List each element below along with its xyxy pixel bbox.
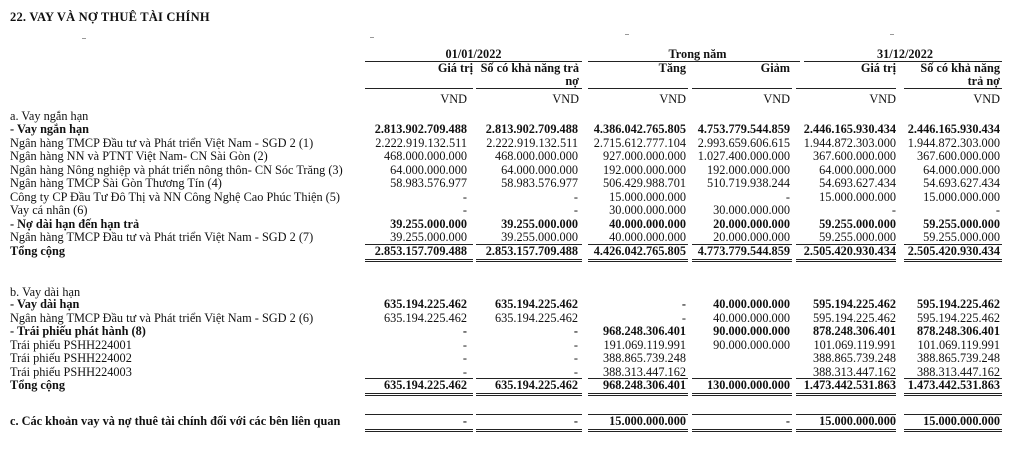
section-title: a. Vay ngắn hạn (10, 109, 89, 123)
value-cell: - (785, 414, 790, 428)
value-cell: 388.865.739.248 (812, 351, 896, 365)
value-cell: 191.069.119.991 (603, 337, 686, 352)
total-rule (796, 414, 896, 415)
value-cell: 40.000.000.000 (609, 216, 686, 231)
header-group-opening: 01/01/2022 (445, 47, 502, 61)
total-rule (796, 259, 896, 260)
value-cell: 39.255.000.000 (501, 230, 578, 244)
total-rule (796, 393, 896, 394)
row-label: Vay cá nhân (6) (10, 203, 88, 217)
value-cell: 1.944.872.303.000 (803, 135, 896, 150)
value-cell: - (573, 203, 578, 217)
total-rule (588, 395, 688, 396)
value-cell: 510.719.938.244 (706, 176, 790, 190)
value-cell: - (462, 189, 467, 204)
value-cell: 635.194.225.462 (383, 378, 467, 392)
value-cell: 15.000.000.000 (819, 189, 896, 204)
value-cell: 59.255.000.000 (923, 216, 1000, 231)
value-cell: - (681, 310, 686, 325)
value-cell: 192.000.000.000 (706, 162, 790, 177)
unit-label: VND (659, 92, 686, 106)
total-rule (476, 431, 582, 432)
row-label: Trái phiếu PSHH224002 (10, 351, 132, 365)
value-cell: 635.194.225.462 (383, 310, 467, 325)
total-rule (692, 244, 792, 245)
value-cell: 15.000.000.000 (609, 189, 686, 204)
total-rule (904, 395, 1002, 396)
total-rule (588, 261, 688, 262)
total-rule (476, 378, 582, 379)
value-cell: 388.313.447.162 (812, 364, 896, 379)
value-cell: 468.000.000.000 (383, 149, 467, 163)
value-cell: - (573, 189, 578, 204)
total-rule (692, 414, 792, 415)
value-cell: 367.600.000.000 (916, 149, 1000, 163)
total-rule (904, 378, 1002, 379)
col-header-opening-payable: Số có khả năng trả nợ (480, 61, 579, 88)
row-label: Trái phiếu PSHH224001 (10, 337, 132, 352)
total-rule (692, 429, 792, 430)
total-rule (692, 431, 792, 432)
total-rule (588, 414, 688, 415)
value-cell: - (462, 337, 467, 352)
value-cell: 4.426.042.765.805 (593, 243, 686, 258)
value-cell: 54.693.627.434 (923, 176, 1000, 190)
total-rule (476, 429, 582, 430)
col-header-closing-value: Giá trị (860, 61, 896, 75)
value-cell: 878.248.306.401 (812, 324, 896, 338)
total-rule (796, 431, 896, 432)
row-label: Ngân hàng NN và PTNT Việt Nam- CN Sài Gòn (2) (10, 149, 268, 163)
value-cell: 635.194.225.462 (383, 297, 467, 311)
total-rule (476, 259, 582, 260)
value-cell: 4.386.042.765.805 (593, 122, 686, 136)
value-cell: 1.473.442.531.863 (907, 378, 1000, 392)
value-cell: 101.069.119.991 (813, 337, 896, 352)
value-cell: 2.853.157.709.488 (374, 243, 467, 258)
total-rule (365, 429, 473, 430)
value-cell: 58.983.576.977 (390, 176, 467, 190)
value-cell: 64.000.000.000 (819, 162, 896, 177)
section-title: b. Vay dài hạn (10, 285, 81, 299)
col-rule (692, 88, 792, 89)
value-cell: 2.446.165.930.434 (803, 122, 896, 136)
header-group-during-year: Trong năm (668, 47, 727, 61)
unit-label: VND (763, 92, 790, 106)
value-cell: 878.248.306.401 (916, 324, 1000, 338)
total-rule (365, 393, 473, 394)
value-cell: 595.194.225.462 (916, 297, 1000, 311)
value-cell: - (462, 324, 467, 338)
total-rule (904, 431, 1002, 432)
col-rule (476, 88, 582, 89)
total-rule (476, 393, 582, 394)
value-cell: 15.000.000.000 (609, 414, 686, 428)
value-cell: 635.194.225.462 (494, 310, 578, 325)
value-cell: - (681, 297, 686, 311)
unit-label: VND (552, 92, 579, 106)
value-cell: 130.000.000.000 (706, 378, 790, 392)
header-group-closing: 31/12/2022 (876, 47, 934, 61)
total-row-label: Tổng cộng (10, 378, 66, 392)
total-rule (588, 378, 688, 379)
row-label: Ngân hàng TMCP Sài Gòn Thương Tín (4) (10, 176, 222, 190)
value-cell: - (462, 364, 467, 379)
value-cell: - (573, 337, 578, 352)
row-label: Ngân hàng TMCP Đầu tư và Phát triển Việt Nam - SGD 2 (7) (10, 230, 314, 244)
total-rule (904, 414, 1002, 415)
value-cell: 59.255.000.000 (923, 230, 1000, 244)
total-rule (365, 261, 473, 262)
value-cell: 40.000.000.000 (713, 310, 790, 325)
total-rule (692, 393, 792, 394)
total-rule (588, 431, 688, 432)
value-cell: 468.000.000.000 (494, 149, 578, 163)
total-rule (365, 244, 473, 245)
col-rule (365, 88, 473, 89)
row-label: - Trái phiếu phát hành (8) (10, 324, 146, 338)
value-cell: 506.429.988.701 (602, 176, 686, 190)
row-label: Ngân hàng TMCP Đầu tư và Phát triển Việt Nam - SGD 2 (1) (10, 135, 314, 150)
value-cell: 388.865.739.248 (916, 351, 1000, 365)
value-cell: - (462, 203, 467, 217)
value-cell: 39.255.000.000 (390, 230, 467, 244)
value-cell: 20.000.000.000 (713, 230, 790, 244)
value-cell: 59.255.000.000 (819, 216, 896, 231)
value-cell: 595.194.225.462 (916, 310, 1000, 325)
value-cell: 2.222.919.132.511 (486, 135, 578, 150)
value-cell: 4.753.779.544.859 (697, 122, 790, 136)
total-rule (692, 395, 792, 396)
total-rule (796, 395, 896, 396)
value-cell: 64.000.000.000 (390, 162, 467, 177)
value-cell: 59.255.000.000 (819, 230, 896, 244)
value-cell: 30.000.000.000 (609, 203, 686, 217)
total-rule (796, 261, 896, 262)
total-rule (476, 261, 582, 262)
value-cell: 20.000.000.000 (713, 216, 790, 231)
value-cell: 15.000.000.000 (819, 414, 896, 428)
total-rule (692, 378, 792, 379)
value-cell: 1.027.400.000.000 (697, 149, 790, 163)
value-cell: 1.944.872.303.000 (907, 135, 1000, 150)
total-rule (588, 244, 688, 245)
value-cell: - (995, 203, 1000, 217)
value-cell: 40.000.000.000 (609, 230, 686, 244)
total-rule (588, 393, 688, 394)
unit-label: VND (440, 92, 467, 106)
value-cell: 101.069.119.991 (917, 337, 1000, 352)
value-cell: 2.853.157.709.488 (485, 243, 578, 258)
value-cell: 90.000.000.000 (713, 324, 790, 338)
value-cell: 2.813.902.709.488 (374, 122, 467, 136)
value-cell: - (785, 189, 790, 204)
value-cell: 2.715.612.777.104 (593, 135, 686, 150)
value-cell: 927.000.000.000 (602, 149, 686, 163)
col-rule (796, 88, 896, 89)
value-cell: 388.313.447.162 (916, 364, 1000, 379)
total-rule (365, 259, 473, 260)
value-cell: 595.194.225.462 (812, 310, 896, 325)
row-label: - Vay dài hạn (10, 297, 80, 311)
total-rule (365, 378, 473, 379)
row-label: Trái phiếu PSHH224003 (10, 364, 132, 379)
scan-speck (82, 38, 86, 39)
value-cell: - (891, 203, 896, 217)
value-cell: 39.255.000.000 (501, 216, 578, 231)
unit-label: VND (973, 92, 1000, 106)
value-cell: 635.194.225.462 (494, 378, 578, 392)
total-rule (796, 378, 896, 379)
scan-speck (890, 34, 894, 35)
row-label: - Nợ dài hạn đến hạn trả (10, 216, 140, 231)
value-cell: 2.993.659.606.615 (697, 135, 790, 150)
value-cell: 58.983.576.977 (501, 176, 578, 190)
total-rule (904, 393, 1002, 394)
col-header-increase: Tăng (658, 61, 686, 75)
value-cell: 15.000.000.000 (923, 414, 1000, 428)
col-header-opening-value: Giá trị (437, 61, 473, 75)
total-rule (476, 244, 582, 245)
total-rule (904, 244, 1002, 245)
value-cell: 15.000.000.000 (923, 189, 1000, 204)
row-label: Ngân hàng TMCP Đầu tư và Phát triển Việt Nam - SGD 2 (6) (10, 310, 314, 325)
col-rule (588, 88, 688, 89)
row-label: Công ty CP Đầu Tư Đô Thị và NN Công Nghệ Cao Phúc Thiện (5) (10, 189, 341, 204)
total-rule (796, 429, 896, 430)
col-header-closing-payable: Số có khả năng trả nợ (920, 61, 1000, 88)
value-cell: 30.000.000.000 (713, 203, 790, 217)
total-rule (692, 259, 792, 260)
total-rule (476, 414, 582, 415)
scan-speck (370, 37, 374, 38)
value-cell: 2.222.919.132.511 (375, 135, 467, 150)
value-cell: 388.865.739.248 (602, 351, 686, 365)
value-cell: 2.813.902.709.488 (485, 122, 578, 136)
value-cell: 635.194.225.462 (494, 297, 578, 311)
row-label: - Vay ngắn hạn (10, 122, 89, 136)
total-row-label: c. Các khoản vay và nợ thuê tài chính đối với các bên liên quan (10, 414, 341, 428)
value-cell: 40.000.000.000 (713, 297, 790, 311)
value-cell: 90.000.000.000 (713, 337, 790, 352)
value-cell: 64.000.000.000 (923, 162, 1000, 177)
row-label: Ngân hàng Nông nghiệp và phát triển nông thôn- CN Sóc Trăng (3) (10, 162, 343, 177)
value-cell: - (573, 364, 578, 379)
value-cell: 39.255.000.000 (390, 216, 467, 231)
col-header-decrease: Giảm (760, 61, 790, 75)
total-rule (365, 431, 473, 432)
value-cell: - (573, 351, 578, 365)
value-cell: 1.473.442.531.863 (803, 378, 896, 392)
value-cell: 64.000.000.000 (501, 162, 578, 177)
total-rule (476, 395, 582, 396)
total-rule (365, 395, 473, 396)
value-cell: 367.600.000.000 (812, 149, 896, 163)
total-rule (588, 429, 688, 430)
total-rule (692, 261, 792, 262)
value-cell: 595.194.225.462 (812, 297, 896, 311)
value-cell: - (462, 414, 467, 428)
scan-speck (625, 34, 629, 35)
col-rule (904, 88, 1002, 89)
value-cell: 2.446.165.930.434 (907, 122, 1000, 136)
value-cell: 2.505.420.930.434 (907, 243, 1000, 258)
unit-label: VND (869, 92, 896, 106)
note-title: 22. VAY VÀ NỢ THUÊ TÀI CHÍNH (10, 10, 210, 24)
total-rule (588, 259, 688, 260)
value-cell: 2.505.420.930.434 (803, 243, 896, 258)
value-cell: 968.248.306.401 (602, 378, 686, 392)
value-cell: - (462, 351, 467, 365)
value-cell: - (573, 324, 578, 338)
total-rule (365, 414, 473, 415)
value-cell: - (573, 414, 578, 428)
total-rule (904, 429, 1002, 430)
value-cell: 968.248.306.401 (602, 324, 686, 338)
total-rule (904, 261, 1002, 262)
total-row-label: Tổng cộng (10, 243, 66, 258)
value-cell: 388.313.447.162 (602, 364, 686, 379)
value-cell: 4.773.779.544.859 (697, 243, 790, 258)
total-rule (796, 244, 896, 245)
total-rule (904, 259, 1002, 260)
value-cell: 192.000.000.000 (602, 162, 686, 177)
value-cell: 54.693.627.434 (819, 176, 896, 190)
